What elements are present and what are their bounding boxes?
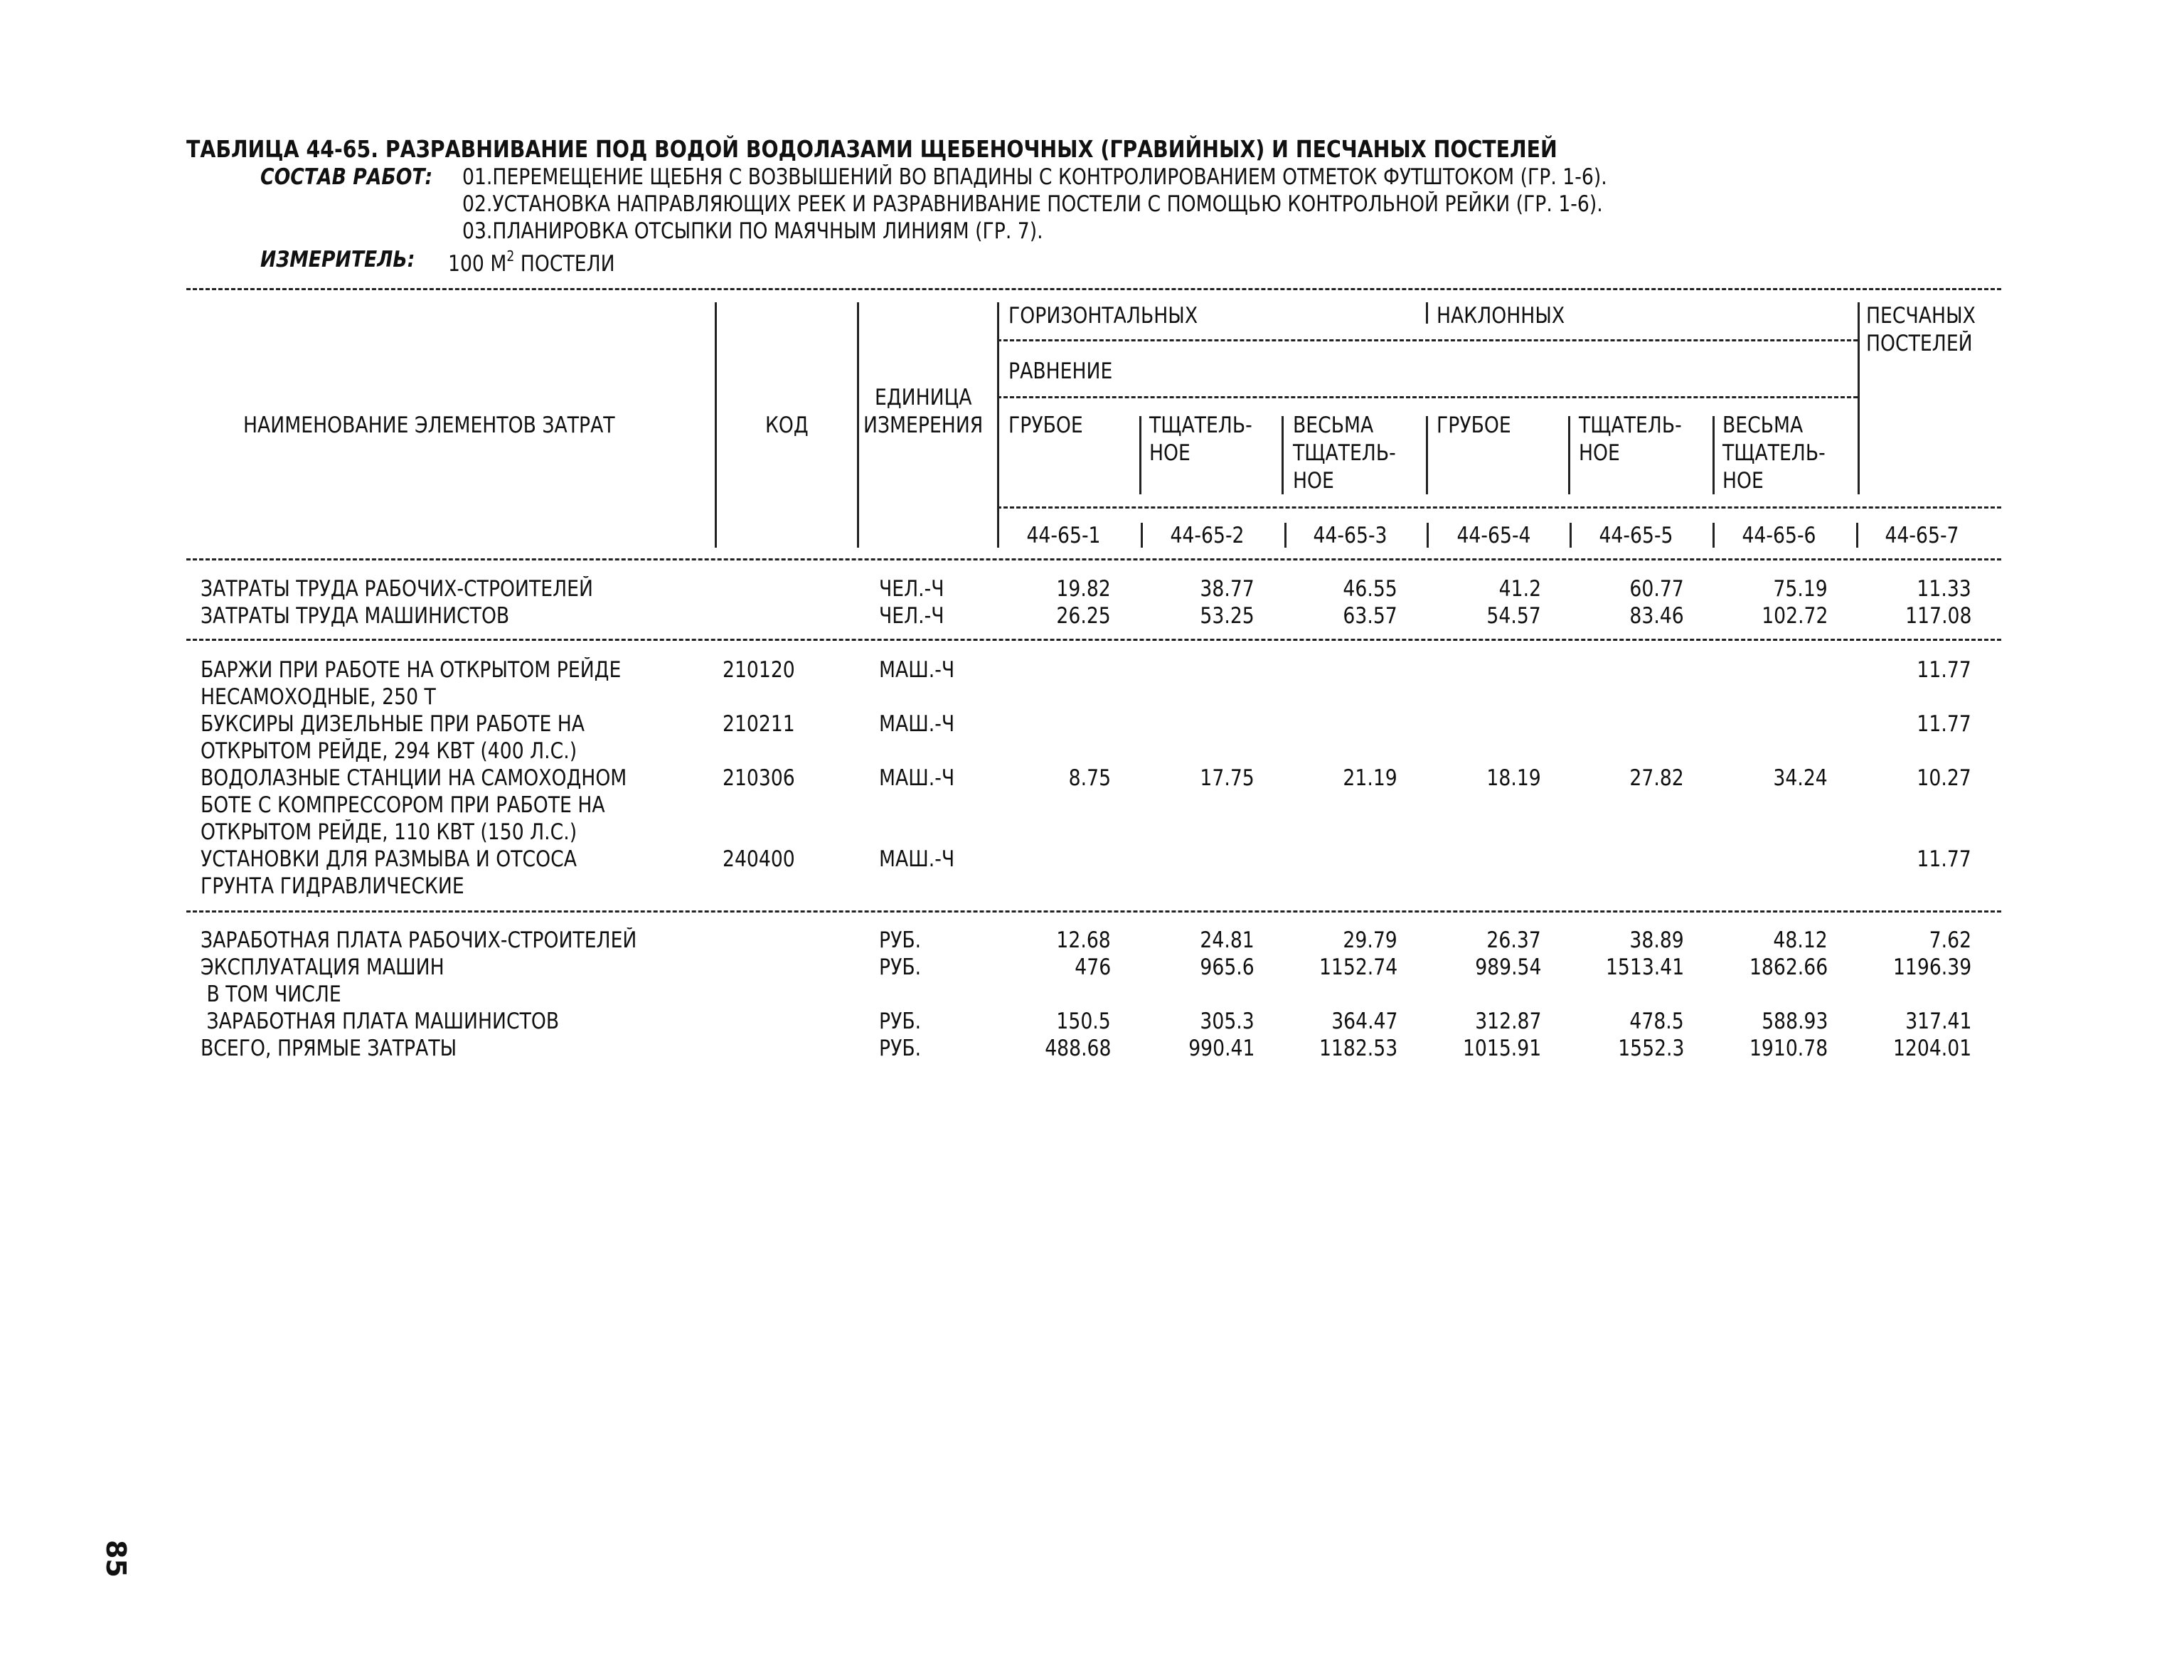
row-name: ОТКРЫТОМ РЕЙДЕ, 110 КВТ (150 Л.С.)	[201, 819, 577, 845]
row-value: 1513.41	[1605, 955, 1684, 980]
row-value: 34.24	[1773, 765, 1828, 791]
vrule-code-sep	[1284, 523, 1287, 548]
row-value: 478.5	[1629, 1009, 1684, 1034]
row-name: ОТКРЫТОМ РЕЙДЕ, 294 КВТ (400 Л.С.)	[201, 738, 577, 764]
row-value: 117.08	[1905, 603, 1971, 629]
rule-leveling	[997, 396, 1858, 398]
row-value: 12.68	[1056, 927, 1111, 953]
column-code: 44-65-4	[1456, 523, 1531, 548]
row-value: 83.46	[1629, 603, 1684, 629]
row-value: 63.57	[1343, 603, 1397, 629]
header-sub-careful: НОЕ	[1579, 440, 1620, 466]
rule-group	[997, 339, 1858, 341]
row-value: 7.62	[1929, 927, 1971, 953]
row-value: 965.6	[1200, 955, 1255, 980]
row-value: 989.54	[1474, 955, 1541, 980]
row-value: 1015.91	[1462, 1036, 1541, 1061]
row-value: 46.55	[1343, 576, 1397, 602]
row-value: 317.41	[1905, 1009, 1971, 1034]
row-value: 24.81	[1200, 927, 1255, 953]
row-code: 210211	[723, 711, 795, 737]
row-value: 11.77	[1917, 657, 1971, 683]
row-value: 102.72	[1761, 603, 1828, 629]
row-name: НЕСАМОХОДНЫЕ, 250 Т	[201, 684, 436, 710]
vrule-sub	[1568, 416, 1570, 494]
header-sub-very: НОЕ	[1293, 468, 1334, 494]
row-name: ВСЕГО, ПРЯМЫЕ ЗАТРАТЫ	[201, 1036, 457, 1061]
row-value: 11.77	[1917, 711, 1971, 737]
header-sub-careful: ТЩАТЕЛЬ-	[1149, 413, 1252, 438]
rule-header-end	[186, 558, 2001, 560]
column-code: 44-65-7	[1885, 523, 1959, 548]
row-code: 210120	[723, 657, 795, 683]
meter-superscript: 2	[506, 248, 515, 265]
row-value: 150.5	[1056, 1009, 1111, 1034]
meter-tail: ПОСТЕЛИ	[520, 251, 615, 277]
row-value: 38.77	[1200, 576, 1255, 602]
row-unit: ЧЕЛ.-Ч	[879, 603, 944, 629]
row-unit: МАШ.-Ч	[879, 657, 955, 683]
row-code: 240400	[723, 846, 795, 872]
vrule-sub	[1712, 416, 1715, 494]
row-name: ЗАРАБОТНАЯ ПЛАТА РАБОЧИХ-СТРОИТЕЛЕЙ	[201, 927, 637, 953]
row-value: 1862.66	[1749, 955, 1828, 980]
row-name: БАРЖИ ПРИ РАБОТЕ НА ОТКРЫТОМ РЕЙДЕ	[201, 657, 622, 683]
row-unit: МАШ.-Ч	[879, 846, 955, 872]
rule-top	[186, 288, 2001, 290]
page-number: 85	[100, 1540, 132, 1578]
vrule-code-sep	[1427, 523, 1429, 548]
row-value: 1182.53	[1319, 1036, 1397, 1061]
rule-machines-end	[186, 910, 2001, 913]
meter-value-text: 100 М	[448, 251, 507, 277]
header-sub-very: ВЕСЬМА	[1722, 413, 1804, 438]
row-value: 488.68	[1044, 1036, 1111, 1061]
vrule-sub	[1139, 416, 1141, 494]
row-unit: РУБ.	[879, 1036, 922, 1061]
composition-item: 03.ПЛАНИРОВКА ОТСЫПКИ ПО МАЯЧНЫМ ЛИНИЯМ (ГР. 7).	[462, 218, 1043, 244]
row-value: 1152.74	[1319, 955, 1397, 980]
row-value: 26.37	[1486, 927, 1541, 953]
row-name: ЗАТРАТЫ ТРУДА МАШИНИСТОВ	[201, 603, 510, 629]
row-value: 54.57	[1486, 603, 1541, 629]
column-code: 44-65-1	[1026, 523, 1101, 548]
row-value: 60.77	[1629, 576, 1684, 602]
row-value: 41.2	[1498, 576, 1541, 602]
header-sub-very: НОЕ	[1722, 468, 1764, 494]
table-title: ТАБЛИЦА 44-65. РАЗРАВНИВАНИЕ ПОД ВОДОЙ ВОДОЛАЗАМИ ЩЕБЕНОЧНЫХ (ГРАВИЙНЫХ) И ПЕСЧАНЫХ ПОСТЕЛЕЙ	[186, 135, 1557, 163]
vrule-code-sep	[1712, 523, 1715, 548]
row-name: БУКСИРЫ ДИЗЕЛЬНЫЕ ПРИ РАБОТЕ НА	[201, 711, 585, 737]
row-unit: РУБ.	[879, 1009, 922, 1034]
row-value: 305.3	[1200, 1009, 1255, 1034]
row-value: 75.19	[1773, 576, 1828, 602]
header-name: НАИМЕНОВАНИЕ ЭЛЕМЕНТОВ ЗАТРАТ	[243, 413, 615, 438]
meter-value	[448, 249, 615, 275]
row-unit: МАШ.-Ч	[879, 711, 955, 737]
row-name: ГРУНТА ГИДРАВЛИЧЕСКИЕ	[201, 873, 464, 899]
meter-label: ИЗМЕРИТЕЛЬ:	[260, 247, 415, 272]
vrule-code	[715, 302, 717, 548]
header-group-inclined: НАКЛОННЫХ	[1437, 303, 1565, 329]
header-sub-very: ВЕСЬМА	[1293, 413, 1374, 438]
column-code: 44-65-6	[1742, 523, 1816, 548]
rule-codes	[997, 506, 2001, 509]
vrule-sand	[1858, 302, 1860, 494]
row-value: 588.93	[1761, 1009, 1828, 1034]
row-unit: МАШ.-Ч	[879, 765, 955, 791]
column-code: 44-65-5	[1599, 523, 1673, 548]
header-group-sand: ПОСТЕЛЕЙ	[1866, 331, 1973, 356]
row-value: 21.19	[1343, 765, 1397, 791]
header-group-horizontal: ГОРИЗОНТАЛЬНЫХ	[1008, 303, 1198, 329]
row-value: 53.25	[1200, 603, 1255, 629]
column-code: 44-65-3	[1313, 523, 1387, 548]
header-unit: ИЗМЕРЕНИЯ	[863, 413, 984, 438]
header-sub-very: ТЩАТЕЛЬ-	[1293, 440, 1396, 466]
row-name: В ТОМ ЧИСЛЕ	[201, 982, 341, 1007]
vrule-unit	[857, 302, 859, 548]
row-unit: ЧЕЛ.-Ч	[879, 576, 944, 602]
composition-label: СОСТАВ РАБОТ:	[260, 164, 433, 190]
row-value: 1204.01	[1892, 1036, 1971, 1061]
row-unit: РУБ.	[879, 955, 922, 980]
vrule-values	[997, 302, 999, 548]
header-sub-very: ТЩАТЕЛЬ-	[1722, 440, 1826, 466]
row-name: ЗАРАБОТНАЯ ПЛАТА МАШИНИСТОВ	[201, 1009, 560, 1034]
header-unit: ЕДИНИЦА	[875, 385, 972, 410]
vrule-code-sep	[1856, 523, 1858, 548]
composition-item: 01.ПЕРЕМЕЩЕНИЕ ЩЕБНЯ С ВОЗВЫШЕНИЙ ВО ВПАДИНЫ С КОНТРОЛИРОВАНИЕМ ОТМЕТОК ФУТШТОКОМ (ГР. 1-6).	[462, 164, 1607, 190]
header-leveling: РАВНЕНИЕ	[1008, 358, 1113, 384]
vrule-code-sep	[1570, 523, 1572, 548]
header-code: КОД	[765, 413, 809, 438]
rule-labor-end	[186, 639, 2001, 641]
vrule-code-sep	[1141, 523, 1143, 548]
row-value: 29.79	[1343, 927, 1397, 953]
row-value: 17.75	[1200, 765, 1255, 791]
row-name: ЗАТРАТЫ ТРУДА РАБОЧИХ-СТРОИТЕЛЕЙ	[201, 576, 593, 602]
row-value: 8.75	[1068, 765, 1111, 791]
row-value: 312.87	[1474, 1009, 1541, 1034]
row-value: 18.19	[1486, 765, 1541, 791]
column-code: 44-65-2	[1170, 523, 1245, 548]
row-value: 26.25	[1056, 603, 1111, 629]
row-value: 476	[1075, 955, 1111, 980]
vrule-sub	[1426, 416, 1428, 494]
row-value: 990.41	[1188, 1036, 1255, 1061]
row-value: 1196.39	[1892, 955, 1971, 980]
row-unit: РУБ.	[879, 927, 922, 953]
row-code: 210306	[723, 765, 795, 791]
header-sub-rough: ГРУБОЕ	[1008, 413, 1083, 438]
row-value: 1910.78	[1749, 1036, 1828, 1061]
header-sub-rough: ГРУБОЕ	[1437, 413, 1511, 438]
composition-item: 02.УСТАНОВКА НАПРАВЛЯЮЩИХ РЕЕК И РАЗРАВНИВАНИЕ ПОСТЕЛИ С ПОМОЩЬЮ КОНТРОЛЬНОЙ РЕЙКИ (ГР. 1-6).	[462, 191, 1603, 217]
row-value: 27.82	[1629, 765, 1684, 791]
row-value: 48.12	[1773, 927, 1828, 953]
header-group-sand: ПЕСЧАНЫХ	[1866, 303, 1976, 329]
row-value: 364.47	[1331, 1009, 1397, 1034]
row-value: 10.27	[1917, 765, 1971, 791]
row-name: ВОДОЛАЗНЫЕ СТАНЦИИ НА САМОХОДНОМ	[201, 765, 627, 791]
header-sub-careful: НОЕ	[1149, 440, 1190, 466]
header-sub-careful: ТЩАТЕЛЬ-	[1579, 413, 1682, 438]
row-value: 1552.3	[1617, 1036, 1684, 1061]
vrule-group	[1426, 302, 1428, 324]
row-name: БОТЕ С КОМПРЕССОРОМ ПРИ РАБОТЕ НА	[201, 792, 605, 818]
vrule-sub	[1282, 416, 1284, 494]
row-value: 11.33	[1917, 576, 1971, 602]
row-value: 19.82	[1056, 576, 1111, 602]
row-value: 38.89	[1629, 927, 1684, 953]
row-name: УСТАНОВКИ ДЛЯ РАЗМЫВА И ОТСОСА	[201, 846, 577, 872]
row-name: ЭКСПЛУАТАЦИЯ МАШИН	[201, 955, 444, 980]
row-value: 11.77	[1917, 846, 1971, 872]
